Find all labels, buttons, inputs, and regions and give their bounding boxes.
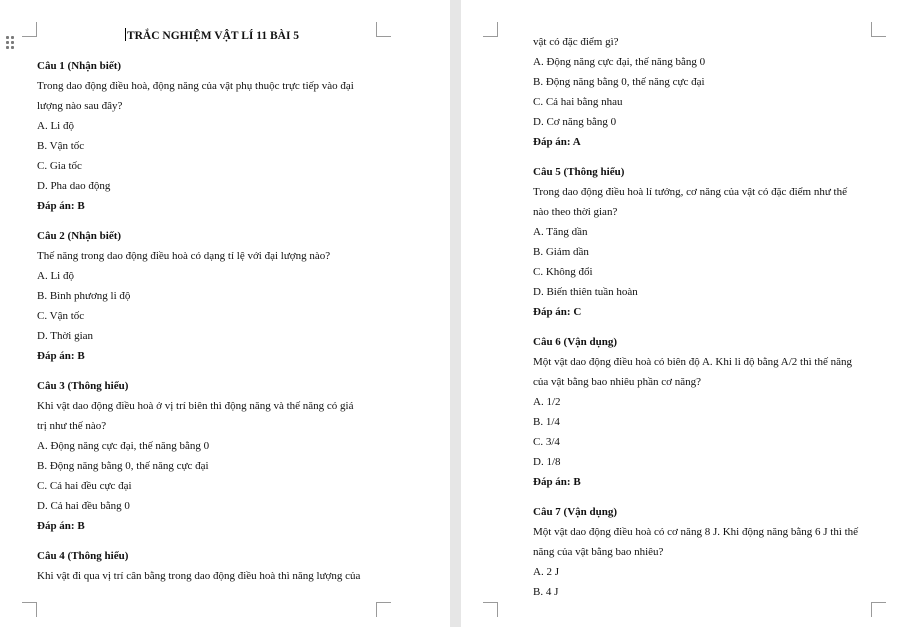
answer-option: C. 3/4: [533, 436, 560, 448]
question-stem-line: Khi vật dao động điều hoà ở vị trí biên thì động năng và thế năng có giá: [37, 400, 354, 412]
answer-option: D. Cả hai đều bằng 0: [37, 500, 130, 512]
question-stem-line: trị như thế nào?: [37, 420, 107, 432]
question-heading: Câu 1 (Nhận biết): [37, 60, 122, 72]
question-stem-line: vật có đặc điểm gì?: [533, 36, 619, 48]
question-block: [37, 376, 387, 536]
margin-corner-bottom-right: [376, 602, 391, 617]
question-stem-line: Khi vật đi qua vị trí cân bằng trong dao động điều hoà thì năng lượng của: [37, 570, 361, 582]
answer-option: B. Vận tốc: [37, 140, 85, 152]
answer-option: C. Không đổi: [533, 266, 593, 278]
margin-corner-bottom-left: [483, 602, 498, 617]
question-stem-line: Một vật dao động điều hoà có biên độ A. Khi li độ bằng A/2 thì thế năng: [533, 356, 852, 368]
question-block: [37, 226, 387, 366]
question-stem-line: nào theo thời gian?: [533, 206, 618, 218]
question-heading: Câu 3 (Thông hiểu): [37, 380, 129, 392]
answer-option: C. Gia tốc: [37, 160, 82, 172]
question-block: [37, 546, 387, 586]
question-stem-line: Trong dao động điều hoà lí tưởng, cơ năng của vật có đặc điểm như thế: [533, 186, 847, 198]
answer-option: A. Động năng cực đại, thế năng bằng 0: [533, 56, 706, 68]
correct-answer: Đáp án: B: [37, 350, 85, 362]
answer-option: A. Tăng dần: [533, 226, 588, 238]
question-heading: Câu 2 (Nhận biết): [37, 230, 122, 242]
question-stem-line: của vật bằng bao nhiêu phần cơ năng?: [533, 376, 702, 388]
correct-answer: Đáp án: A: [533, 136, 581, 148]
answer-option: A. Động năng cực đại, thế năng bằng 0: [37, 440, 210, 452]
margin-corner-top-left: [22, 22, 37, 37]
answer-option: B. 4 J: [533, 586, 559, 598]
text-cursor: [125, 28, 126, 41]
question-heading: Câu 4 (Thông hiểu): [37, 550, 129, 562]
answer-option: A. 2 J: [533, 566, 559, 578]
correct-answer: Đáp án: C: [533, 306, 582, 318]
margin-corner-bottom-right: [871, 602, 886, 617]
question-block: [533, 502, 878, 602]
correct-answer: Đáp án: B: [533, 476, 581, 488]
move-handle-icon[interactable]: [6, 36, 16, 50]
question-heading: Câu 7 (Vận dụng): [533, 506, 618, 518]
document-page-left[interactable]: [0, 0, 450, 627]
answer-option: A. Li độ: [37, 120, 74, 132]
question-block: [533, 332, 878, 492]
answer-option: B. Động năng bằng 0, thế năng cực đại: [533, 76, 705, 88]
document-title: [37, 26, 387, 46]
document-page-right[interactable]: [461, 0, 913, 627]
question-heading: Câu 6 (Vận dụng): [533, 336, 618, 348]
answer-option: D. Thời gian: [37, 330, 94, 342]
question-stem-line: Trong dao động điều hoà, động năng của vật phụ thuộc trực tiếp vào đại: [37, 80, 354, 92]
answer-option: D. 1/8: [533, 456, 561, 468]
page-content-left[interactable]: [37, 22, 387, 586]
correct-answer: Đáp án: B: [37, 200, 85, 212]
answer-option: B. Động năng bằng 0, thế năng cực đại: [37, 460, 209, 472]
answer-option: B. Bình phương li độ: [37, 290, 131, 302]
answer-option: A. 1/2: [533, 396, 561, 408]
margin-corner-top-left: [483, 22, 498, 37]
answer-option: C. Cả hai đều cực đại: [37, 480, 132, 492]
question-stem-line: Thế năng trong dao động điều hoà có dạng tỉ lệ với đại lượng nào?: [37, 250, 331, 262]
answer-option: C. Cả hai bằng nhau: [533, 96, 623, 108]
answer-option: C. Vận tốc: [37, 310, 85, 322]
question-block: [533, 32, 878, 152]
question-heading: Câu 5 (Thông hiểu): [533, 166, 625, 178]
page-content-right[interactable]: [533, 32, 878, 602]
question-block: [533, 162, 878, 322]
answer-option: D. Cơ năng bằng 0: [533, 116, 617, 128]
question-stem-line: Một vật dao động điều hoà có cơ năng 8 J. Khi động năng bằng 6 J thì thế: [533, 526, 859, 538]
margin-corner-bottom-left: [22, 602, 37, 617]
title-text: TRẮC NGHIỆM VẬT LÍ 11 BÀI 5: [126, 30, 300, 42]
answer-option: B. Giảm dần: [533, 246, 589, 258]
question-stem-line: năng của vật bằng bao nhiêu?: [533, 546, 664, 558]
answer-option: D. Pha dao động: [37, 180, 111, 192]
answer-option: D. Biến thiên tuần hoàn: [533, 286, 638, 298]
answer-option: B. 1/4: [533, 416, 560, 428]
question-stem-line: lượng nào sau đây?: [37, 100, 123, 112]
correct-answer: Đáp án: B: [37, 520, 85, 532]
question-block: [37, 56, 387, 216]
answer-option: A. Li độ: [37, 270, 74, 282]
